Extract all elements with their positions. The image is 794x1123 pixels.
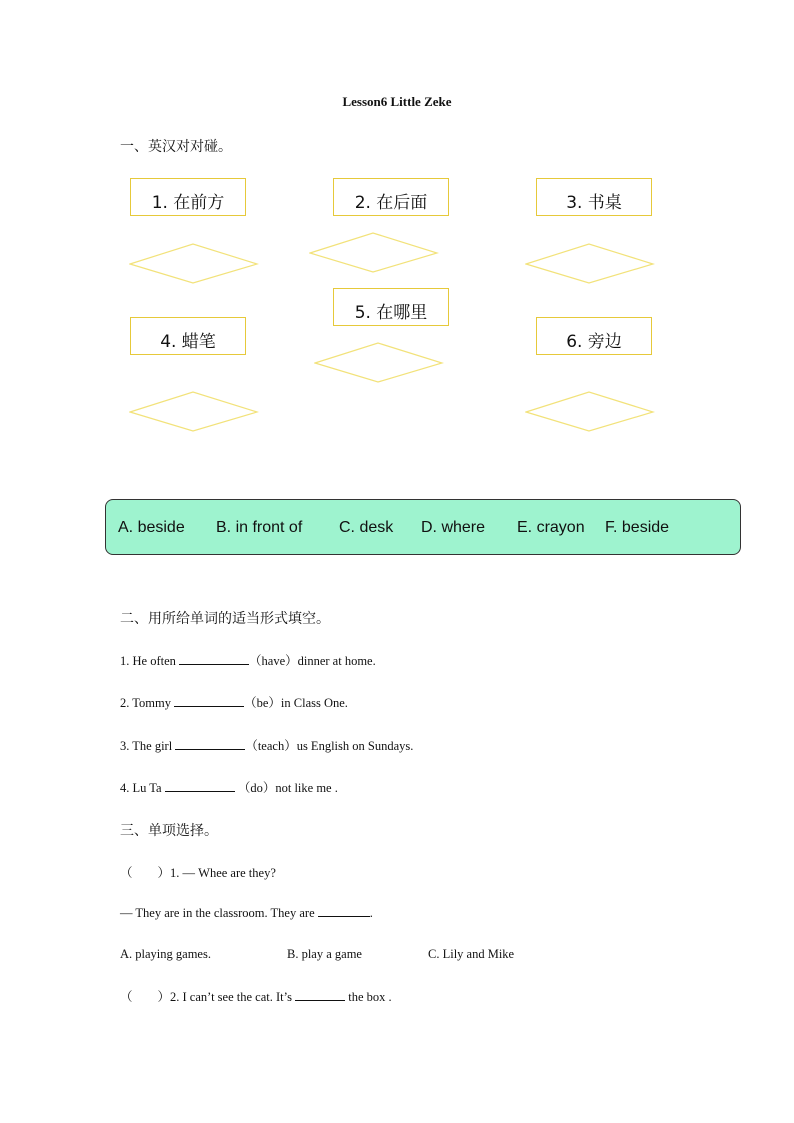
answer-blank[interactable] bbox=[179, 653, 249, 665]
question-text: 1. — Whee are they? bbox=[170, 866, 276, 880]
answer-diamond-1[interactable] bbox=[129, 243, 259, 285]
question-text: （be）in Class One. bbox=[244, 696, 348, 710]
answer-paren[interactable]: （ ） bbox=[120, 866, 171, 880]
fill-question-2 bbox=[120, 693, 348, 711]
match-box-label: 2. 在后面 bbox=[354, 192, 428, 213]
option-d: D. where bbox=[421, 519, 486, 536]
fill-question-3 bbox=[120, 736, 413, 754]
match-box-2 bbox=[333, 178, 449, 216]
answer-blank[interactable] bbox=[318, 905, 370, 917]
answer-paren[interactable]: （ ） bbox=[120, 990, 171, 1004]
answer-diamond-2[interactable] bbox=[309, 232, 439, 274]
match-box-label: 5. 在哪里 bbox=[354, 302, 428, 323]
match-box-label: 1. 在前方 bbox=[151, 192, 225, 213]
answer-diamond-5[interactable] bbox=[314, 342, 444, 384]
question-text: （teach）us English on Sundays. bbox=[245, 739, 414, 753]
option-f: F. beside bbox=[605, 519, 670, 536]
question-text: 3. The girl bbox=[120, 739, 176, 753]
answer-blank[interactable] bbox=[165, 780, 235, 792]
answer-diamond-3[interactable] bbox=[525, 243, 655, 285]
answer-diamond-6[interactable] bbox=[525, 391, 655, 433]
choice-option-a: A. playing games. bbox=[120, 947, 211, 961]
choice-question-1-line2 bbox=[120, 905, 373, 921]
fill-question-4 bbox=[120, 778, 338, 796]
question-text: the box . bbox=[345, 990, 392, 1004]
choice-option-c: C. Lily and Mike bbox=[428, 947, 515, 961]
answer-diamond-4[interactable] bbox=[129, 391, 259, 433]
question-text: （have）dinner at home. bbox=[249, 654, 376, 668]
question-text: — They are in the classroom. They are bbox=[120, 906, 318, 920]
match-box-1 bbox=[130, 178, 246, 216]
question-text: 2. Tommy bbox=[120, 696, 175, 710]
word-options-box bbox=[105, 499, 741, 555]
question-text: . bbox=[369, 906, 373, 920]
option-e: E. crayon bbox=[517, 519, 585, 536]
match-box-label: 3. 书桌 bbox=[566, 192, 622, 213]
question-text: 1. He often bbox=[120, 654, 180, 668]
match-box-label: 4. 蜡笔 bbox=[160, 331, 216, 352]
section-2-heading: 二、用所给单词的适当形式填空。 bbox=[120, 611, 330, 627]
match-box-4 bbox=[130, 317, 246, 355]
choice-option-b: B. play a game bbox=[287, 947, 362, 961]
match-box-6 bbox=[536, 317, 652, 355]
answer-blank[interactable] bbox=[174, 695, 244, 707]
match-box-3 bbox=[536, 178, 652, 216]
option-a: A. beside bbox=[118, 519, 185, 536]
choice-question-2 bbox=[120, 987, 392, 1005]
question-text: 4. Lu Ta bbox=[120, 781, 165, 795]
question-text: 2. I can’t see the cat. It’s bbox=[170, 990, 296, 1004]
page-title: Lesson6 Little Zeke bbox=[342, 94, 452, 109]
answer-blank[interactable] bbox=[295, 989, 345, 1001]
fill-question-1 bbox=[120, 651, 376, 669]
match-box-5 bbox=[333, 288, 449, 326]
option-b: B. in front of bbox=[216, 519, 303, 536]
option-c: C. desk bbox=[339, 519, 394, 536]
section-1-heading: 一、英汉对对碰。 bbox=[120, 139, 232, 155]
answer-blank[interactable] bbox=[175, 738, 245, 750]
question-text: （do）not like me . bbox=[234, 781, 338, 795]
section-3-heading: 三、单项选择。 bbox=[120, 823, 218, 839]
choice-question-1 bbox=[120, 863, 276, 881]
match-box-label: 6. 旁边 bbox=[566, 331, 622, 352]
